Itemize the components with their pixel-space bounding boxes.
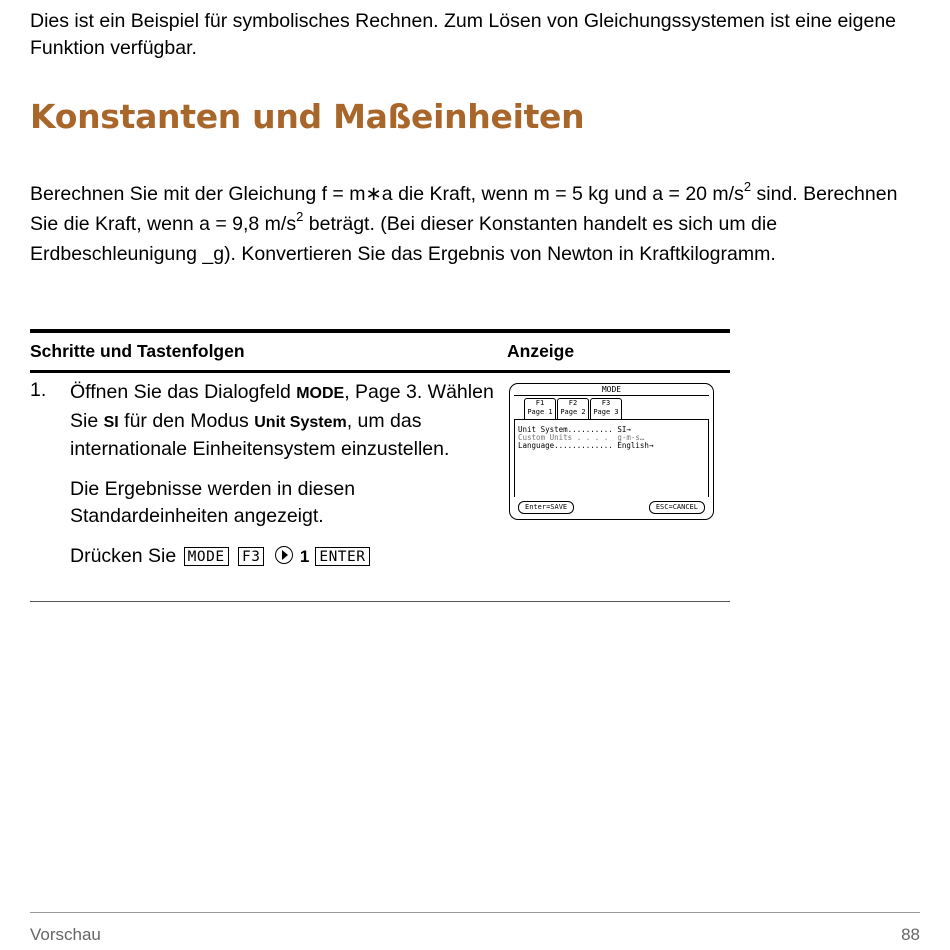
calc-tab-page2 (557, 398, 589, 419)
header-steps: Schritte und Tastenfolgen (30, 341, 245, 361)
calc-line-custom-units: Custom Units . . . . g-m-s… (518, 433, 645, 442)
problem-text-3: beträgt. (Bei dieser Konstanten handelt es sich um die Erdbeschleunigung _g). Konvertieren Sie das Ergebnis von Newton in Kraftkilogramm. (30, 213, 778, 265)
key-enter: ENTER (315, 547, 369, 566)
step-note: Die Ergebnisse werden in diesen Standardeinheiten angezeigt. (70, 477, 356, 527)
section-heading: Konstanten und Maßeinheiten (30, 97, 585, 136)
calc-tab-page3 (590, 398, 622, 419)
step-text-a: Öffnen Sie das Dialogfeld (70, 381, 297, 403)
calc-line-language: Language............. English→ (518, 441, 654, 450)
page-number: 88 (901, 925, 920, 944)
problem-text-2: sind. Berechnen Sie die Kraft, wenn a = 9,8 m/s (30, 183, 898, 235)
step-number: 1. (30, 379, 47, 401)
steps-table (30, 329, 730, 602)
calc-tab-label: Page 1 (527, 408, 553, 416)
problem-text-1: Berechnen Sie mit der Gleichung f = m∗a die Kraft, wenn m = 5 kg und a = 20 m/s (30, 183, 744, 205)
calc-cancel-button: ESC=CANCEL (649, 501, 705, 514)
header-display: Anzeige (507, 341, 575, 361)
press-label: Drücken Sie (70, 544, 177, 567)
exponent-1: 2 (743, 179, 752, 194)
calc-tab-label: Page 2 (560, 408, 586, 416)
calc-tab-page1 (524, 398, 556, 419)
calc-save-button: Enter=SAVE (518, 501, 574, 514)
calc-tab-fkey: F2 (568, 399, 578, 407)
key-number-1: 1 (299, 546, 310, 566)
keyword-mode: MODE (296, 385, 345, 402)
calc-title: MODE (514, 385, 709, 396)
key-f3: F3 (238, 547, 264, 566)
calculator-screen (509, 383, 714, 520)
keyword-unit-system: Unit System (254, 413, 347, 431)
keystroke-sequence (70, 543, 502, 571)
calc-tabs (524, 398, 623, 419)
calc-tab-fkey: F3 (601, 399, 611, 407)
intro-paragraph: Dies ist ein Beispiel für symbolisches Rechnen. Zum Lösen von Gleichungssystemen ist eine eigene Funktion verfügbar. (30, 10, 897, 59)
step-instructions (70, 379, 502, 570)
footer-section-name: Vorschau (30, 925, 101, 944)
step-text (70, 379, 502, 464)
table-bottom-rule (30, 601, 730, 602)
footer-rule (30, 912, 920, 913)
table-header (30, 333, 730, 370)
calc-tab-fkey: F1 (535, 399, 545, 407)
step-text-b: , Page 3. Wählen Sie (70, 381, 494, 432)
table-row (30, 373, 730, 601)
right-arrow-key-icon (275, 546, 293, 564)
calc-line-unit-system: Unit System.......... SI→ (518, 425, 631, 434)
step-text-c: für den Modus (118, 409, 255, 432)
step-text-d: , um das internationale Einheitensystem einzustellen. (70, 409, 450, 460)
problem-paragraph (30, 180, 925, 268)
keyword-si: SI (103, 413, 119, 431)
calc-tab-label: Page 3 (593, 408, 619, 416)
exponent-2: 2 (296, 209, 304, 224)
key-mode: MODE (184, 547, 229, 566)
